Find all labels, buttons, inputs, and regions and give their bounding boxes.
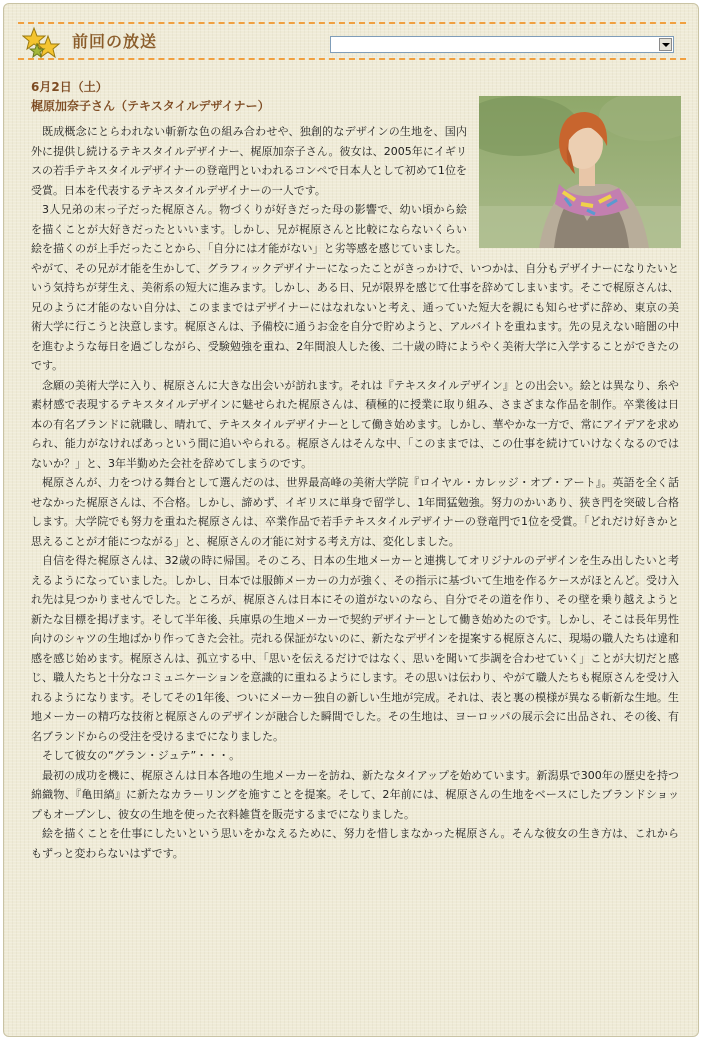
- article-paragraph: 最初の成功を機に、梶原さんは日本各地の生地メーカーを訪ね、新たなタイアップを始めています。新潟県で300年の歴史を持つ綿織物、『亀田縞』に新たなカラーリングを施すことを提案。そして、2年前には、梶原さんの生地をベースにしたブランドショップもオープンし、彼女の生地を使った衣料雑貨を販売するまでになりました。: [31, 768, 679, 821]
- article-paragraph: 絵を描くことを仕事にしたいという思いをかなえるために、努力を惜しまなかった梶原さん。そんな彼女の生き方は、これからもずっと変わらないはずです。: [31, 827, 679, 860]
- article-paragraph: 梶原さんが、力をつける舞台として選んだのは、世界最高峰の美術大学院『ロイヤル・カレッジ・オブ・アート』。英語を全く話せなかった梶原さんは、不合格。しかし、諦めず、イギリスに単身で留学し、1年間猛勉強。努力のかいあり、狭き門を突破し合格します。大学院でも努力を重ねた梶原さんは、卒業作品で若手テキスタイルデザイナーの登竜門で1位を受賞。「どれだけ好きかと思えることが才能につながる」と、梶原さんの才能に対する考え方は、変化しました。: [31, 476, 679, 548]
- content-panel: [3, 3, 699, 1037]
- article: [31, 78, 679, 863]
- section-title: 前回の放送: [72, 32, 158, 51]
- stars-icon: [22, 26, 62, 60]
- chevron-down-icon[interactable]: [659, 38, 672, 51]
- broadcast-date: 6月2日（土）: [31, 80, 108, 94]
- article-paragraph: 既成概念にとらわれない斬新な色の組み合わせや、独創的なデザインの生地を、国内外に提供し続けるテキスタイルデザイナー、梶原加奈子さん。彼女は、2005年にイギリスの若手テキスタイルデザイナーの登竜門といわれるコンペで日本人として初めて1位を受賞。日本を代表するテキスタイルデザイナーの一人です。: [31, 125, 467, 197]
- article-paragraph: そして彼女の“グラン・ジュテ”・・・。: [42, 749, 241, 762]
- article-paragraph: 念願の美術大学に入り、梶原さんに大きな出会いが訪れます。それは『テキスタイルデザイン』との出会い。絵とは異なり、糸や素材感で表現するテキスタイルデザインに魅せられた梶原さんは、積極的に授業に取り組み、さまざまな作品を制作。卒業後は日本の有名ブランドに就職し、晴れて、テキスタイルデザイナーとして働き始めます。しかし、華やかな一方で、常にアイデアを求められ、能力がなければあっという間に追いやられる。梶原さんはそんな中、「このままでは、この仕事を続けていけなくなるのではないか？」と、3年半勤めた会社を辞めてしまうのです。: [31, 378, 679, 470]
- episode-select[interactable]: [330, 36, 674, 53]
- guest-name: 梶原加奈子さん（テキスタイルデザイナー）: [31, 99, 270, 113]
- portrait-photo: [479, 96, 681, 248]
- article-paragraph: 自信を得た梶原さんは、32歳の時に帰国。そのころ、日本の生地メーカーと連携してオリジナルのデザインを生み出したいと考えるようになっていました。しかし、日本では服飾メーカーの力が強く、その指示に基づいて生地を作るケースがほとんど。受け入れ先は見つかりませんでした。ところが、梶原さんは日本にその道がないのなら、自分でその道を作り、その壁を乗り越えようと新たな目標を掲げます。そして半年後、兵庫県の生地メーカーで契約デザイナーとして働き始めたのです。しかし、そこは長年男性向けのシャツの生地ばかり作ってきた会社。売れる保証がないのに、新たなデザインを提案する梶原さんに、現場の職人たちは違和感を感じ始めます。梶原さんは、孤立する中、「思いを伝えるだけではなく、思いを聞いて歩調を合わせていく」ことが大切だと感じ、職人たちと十分なコミュニケーションを意識的に重ねるようにします。その思いは伝わり、やがて職人たちも梶原さんを受け入れるようになります。そしてその1年後、ついにメーカー独自の新しい生地が完成。それは、表と裏の模様が異なる斬新な生地。生地メーカーの精巧な技術と梶原さんのデザインが融合した瞬間でした。その生地は、ヨーロッパの展示会に出品され、その後、有名ブランドからの受注を受けるまでになりました。: [31, 554, 680, 743]
- section-header: [18, 22, 686, 60]
- article-paragraph: 3人兄弟の末っ子だった梶原さん。物づくりが好きだった母の影響で、幼い頃から絵を描くことが大好きだったといいます。しかし、兄が梶原さんと比較にならないくらい絵を描くのが上手だったことから、「自分には才能がない」と劣等感を感じていました。やがて、その兄が才能を生かして、グラフィックデザイナーになったことがきっかけで、いつかは、自分もデザイナーになりたいという気持ちが芽生え、美術系の短大に進みます。しかし、ある日、兄が限界を感じて仕事を辞めてしまいます。そこで梶原さんは、兄のように才能のない自分は、このままではデザイナーにはなれないと考え、通っていた短大を親にも知らせずに辞め、東京の美術大学に行こうと決意します。梶原さんは、予備校に通うお金を自分で貯めようと、アルバイトを重ねます。先の見えない暗闇の中を進むような毎日を過ごしながら、受験勉強を重ね、2年間浪人した後、二十歳の時にようやく美術大学に入学することができたのです。: [31, 203, 679, 372]
